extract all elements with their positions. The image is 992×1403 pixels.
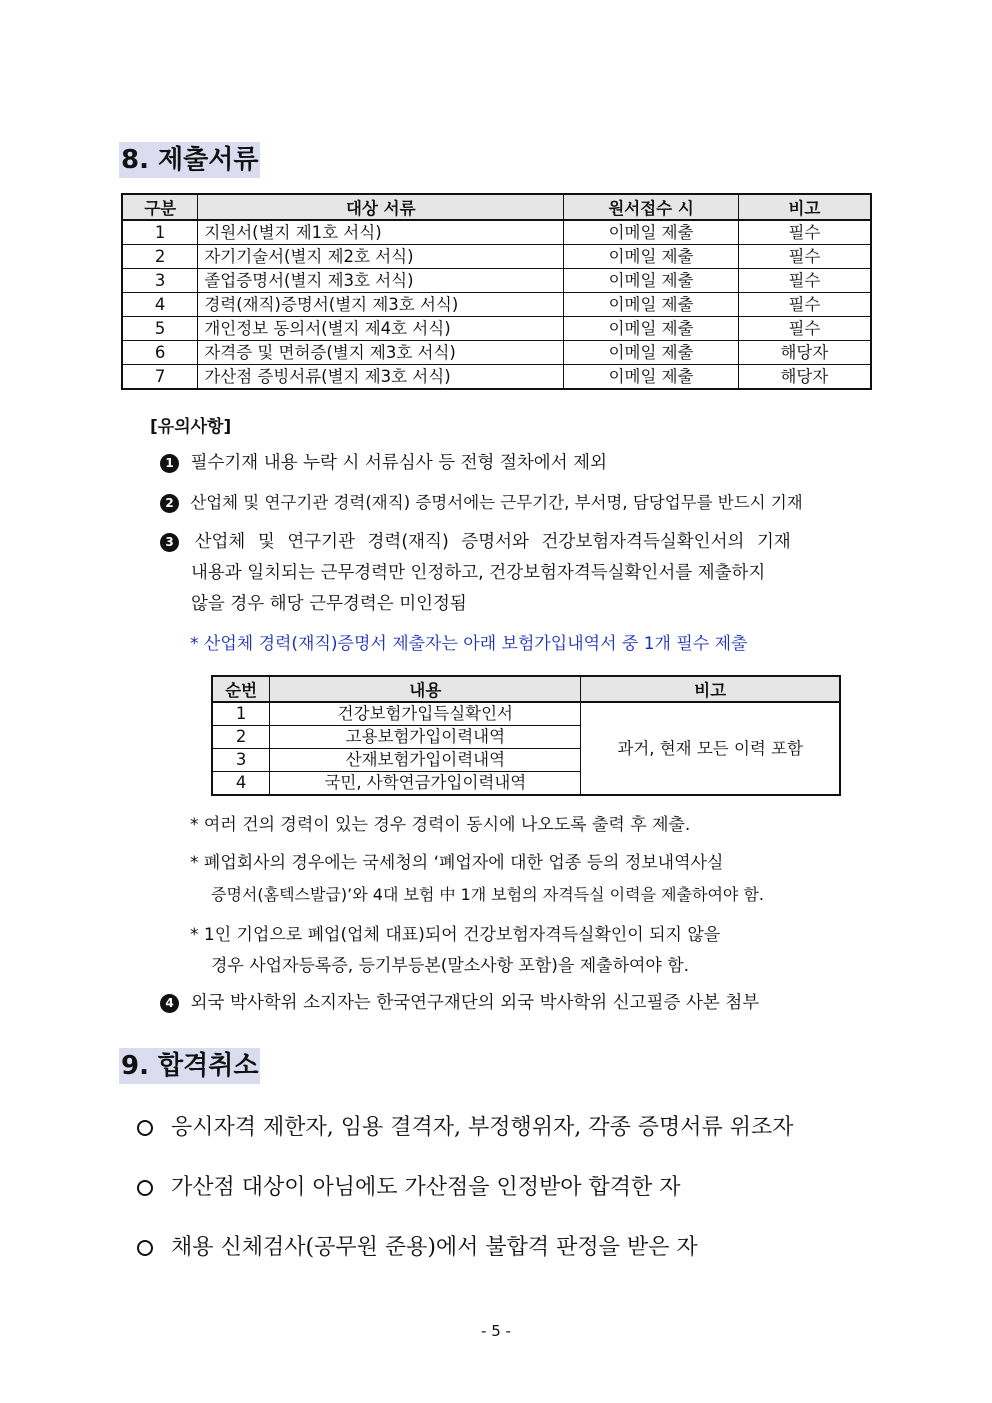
numbered-bullet-icon: 2 [160,494,179,513]
header-category: 구분 [122,194,198,220]
extra-note-3 [190,920,720,982]
extra-note-line: 경우 사업자등록증, 등기부등본(말소사항 포함)을 제출하여야 함. [211,956,690,976]
row-remark: 필수 [738,220,871,245]
header-remark: 비고 [581,676,840,702]
notice-item-4 [160,988,759,1019]
table-header-row [212,676,840,702]
row-number: 2 [122,245,198,269]
table-row [122,365,871,390]
table-row [122,317,871,341]
cancel-item-3 [137,1230,698,1261]
row-number: 3 [122,269,198,293]
row-document: 경력(재직)증명서(별지 제3호 서식) [198,293,564,317]
row-submission: 이메일 제출 [564,269,739,293]
row-number: 7 [122,365,198,390]
row-number: 4 [212,772,270,796]
cancel-item-2 [137,1170,681,1201]
header-content: 내용 [270,676,581,702]
row-submission: 이메일 제출 [564,220,739,245]
row-number: 4 [122,293,198,317]
notice-line [160,527,872,558]
section-9-title: 9. 합격취소 [119,1048,260,1084]
insurance-note: * 산업체 경력(재직)증명서 제출자는 아래 보험가입내역서 중 1개 필수 제출 [190,634,748,654]
numbered-bullet-icon: 3 [160,533,179,552]
notice-item-2 [160,487,803,518]
cancel-item-1 [137,1110,794,1141]
header-submission: 원서접수 시 [564,194,739,220]
notice-text: 외국 박사학위 소지자는 한국연구재단의 외국 박사학위 신고필증 사본 첨부 [190,993,760,1013]
cancel-text: 채용 신체검사(공무원 준용)에서 불합격 판정을 받은 자 [171,1235,698,1260]
page-number: - 5 - [481,1322,511,1340]
insurance-table [211,675,841,796]
header-order: 순번 [212,676,270,702]
row-remark: 필수 [738,293,871,317]
numbered-bullet-icon: 1 [160,454,179,473]
notice-text: 않을 경우 해당 근무경력은 미인정됨 [191,594,467,614]
circle-bullet-icon [137,1120,153,1136]
section-8-title: 8. 제출서류 [119,142,260,178]
row-remark: 필수 [738,317,871,341]
table-header-row [122,194,871,220]
table-row [122,341,871,365]
extra-note-line: 증명서(홈텍스발급)’와 4대 보험 中 1개 보험의 자격득실 이력을 제출하여야 함. [211,885,765,904]
row-document: 자격증 및 면허증(별지 제3호 서식) [198,341,564,365]
circle-bullet-icon [137,1240,153,1256]
extra-note-2 [190,848,764,910]
row-number: 2 [212,726,270,749]
table-row [122,269,871,293]
row-remark: 필수 [738,245,871,269]
circle-bullet-icon [137,1180,153,1196]
table-row [212,702,840,726]
row-number: 1 [122,220,198,245]
row-content: 고용보험가입이력내역 [270,726,581,749]
numbered-bullet-icon: 4 [160,994,179,1013]
notice-text: 필수기재 내용 누락 시 서류심사 등 전형 절차에서 제외 [190,453,607,473]
row-submission: 이메일 제출 [564,245,739,269]
row-content: 건강보험가입득실확인서 [270,702,581,726]
header-remark: 비고 [738,194,871,220]
row-document: 개인정보 동의서(별지 제4호 서식) [198,317,564,341]
row-number: 5 [122,317,198,341]
table-row [122,220,871,245]
row-document: 가산점 증빙서류(별지 제3호 서식) [198,365,564,390]
row-document: 자기기술서(별지 제2호 서식) [198,245,564,269]
row-number: 1 [212,702,270,726]
header-document: 대상 서류 [198,194,564,220]
row-content: 국민, 사학연금가입이력내역 [270,772,581,796]
notice-item-3 [160,527,872,620]
row-number: 6 [122,341,198,365]
row-content: 산재보험가입이력내역 [270,749,581,772]
row-submission: 이메일 제출 [564,341,739,365]
notice-heading: [유의사항] [150,417,232,437]
row-submission: 이메일 제출 [564,293,739,317]
extra-note-line: * 폐업회사의 경우에는 국세청의 ‘폐업자에 대한 업종 등의 정보내역사실 [190,853,724,873]
extra-note-1: * 여러 건의 경력이 있는 경우 경력이 동시에 나오도록 출력 후 제출. [190,815,691,835]
notice-text: 산업체 및 연구기관 경력(재직) 증명서와 건강보험자격득실확인서의 기재 [194,532,791,552]
row-remark: 해당자 [738,365,871,390]
table-row [122,293,871,317]
documents-table [121,193,872,390]
cancel-text: 가산점 대상이 아님에도 가산점을 인정받아 합격한 자 [171,1175,681,1200]
notice-text: 산업체 및 연구기관 경력(재직) 증명서에는 근무기간, 부서명, 담당업무를 반드시 기재 [190,493,803,512]
notice-text: 내용과 일치되는 근무경력만 인정하고, 건강보험자격득실확인서를 제출하지 [191,563,766,583]
insurance-remark: 과거, 현재 모든 이력 포함 [581,702,840,795]
row-submission: 이메일 제출 [564,317,739,341]
notice-item-1 [160,448,607,479]
row-submission: 이메일 제출 [564,365,739,390]
extra-note-line: * 1인 기업으로 폐업(업체 대표)되어 건강보험자격득실확인이 되지 않을 [190,925,721,945]
table-row [122,245,871,269]
cancel-text: 응시자격 제한자, 임용 결격자, 부정행위자, 각종 증명서류 위조자 [171,1115,794,1140]
row-document: 졸업증명서(별지 제3호 서식) [198,269,564,293]
row-document: 지원서(별지 제1호 서식) [198,220,564,245]
row-remark: 해당자 [738,341,871,365]
row-remark: 필수 [738,269,871,293]
row-number: 3 [212,749,270,772]
